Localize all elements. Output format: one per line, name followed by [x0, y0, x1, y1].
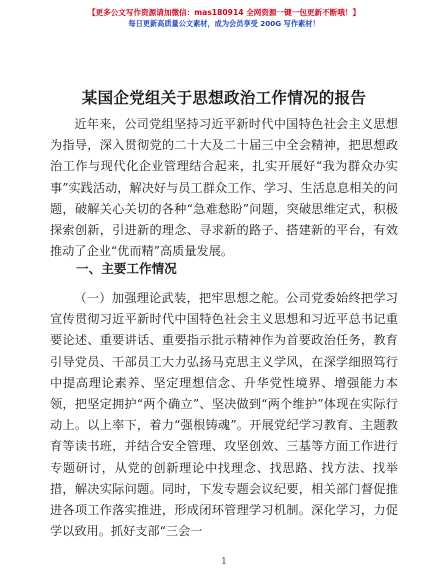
document-title: 某国企党组关于思想政治工作情况的报告 — [81, 89, 367, 107]
page-number: 1 — [221, 557, 227, 567]
promo-banner-line-1: 【更多公文写作资源请加微信：mas180914 全网资源一键一包更新不断哦！】 — [87, 8, 361, 17]
section-heading: 一、主要工作情况 — [76, 261, 177, 276]
promo-banner-line-2: 每日更新高质量公文素材，成为会员享受 200G 写作素材！ — [128, 19, 320, 28]
intro-paragraph: 近年来，公司党组坚持习近平新时代中国特色社会主义思想为指导，深入贯彻党的二十大及二十届三中全会精神，把思想政治工作与现代化企业管理结合起来，扎实开展好“我为群众办实事”实践活动，解决好与员工群众工作、学习、生活息息相关的问题，破解关心关切的各种“急难愁盼”问题，突破思维定式，积极探索创新，引进新的理念、寻求新的路子、搭建新的平台，有效推动了企业“优而精”高质量发展。 — [50, 117, 398, 259]
body-paragraph: （一）加强理论武装，把牢思想之舵。公司党委始终把学习宣传贯彻习近平新时代中国特色社会主义思想和习近平总书记重要论述、重要讲话、重要指示批示精神作为首要政治任务，教育引导党员、干部员工大力弘扬马克思主义学风，在深学细照笃行中提高理论素养、坚定理想信念、升华党性境界、增强能力本领，把坚定拥护“两个确立”、坚决做到“两个维护”体现在实际行动上。以上率下，着力“强根铸魂”。开展党纪学习教育、主题教育等读书班，并结合安全管理、攻坚创效、三基等方面工作进行专题研讨，从党的创新理论中找理念、找思路、找方法、找举措，解决实际问题。同时，下发专题会议纪要，相关部门督促推进各项工作落实推进，形成闭环管理学习机制。深化学习，力促学以致用。抓好支部“三会一 — [50, 291, 398, 539]
